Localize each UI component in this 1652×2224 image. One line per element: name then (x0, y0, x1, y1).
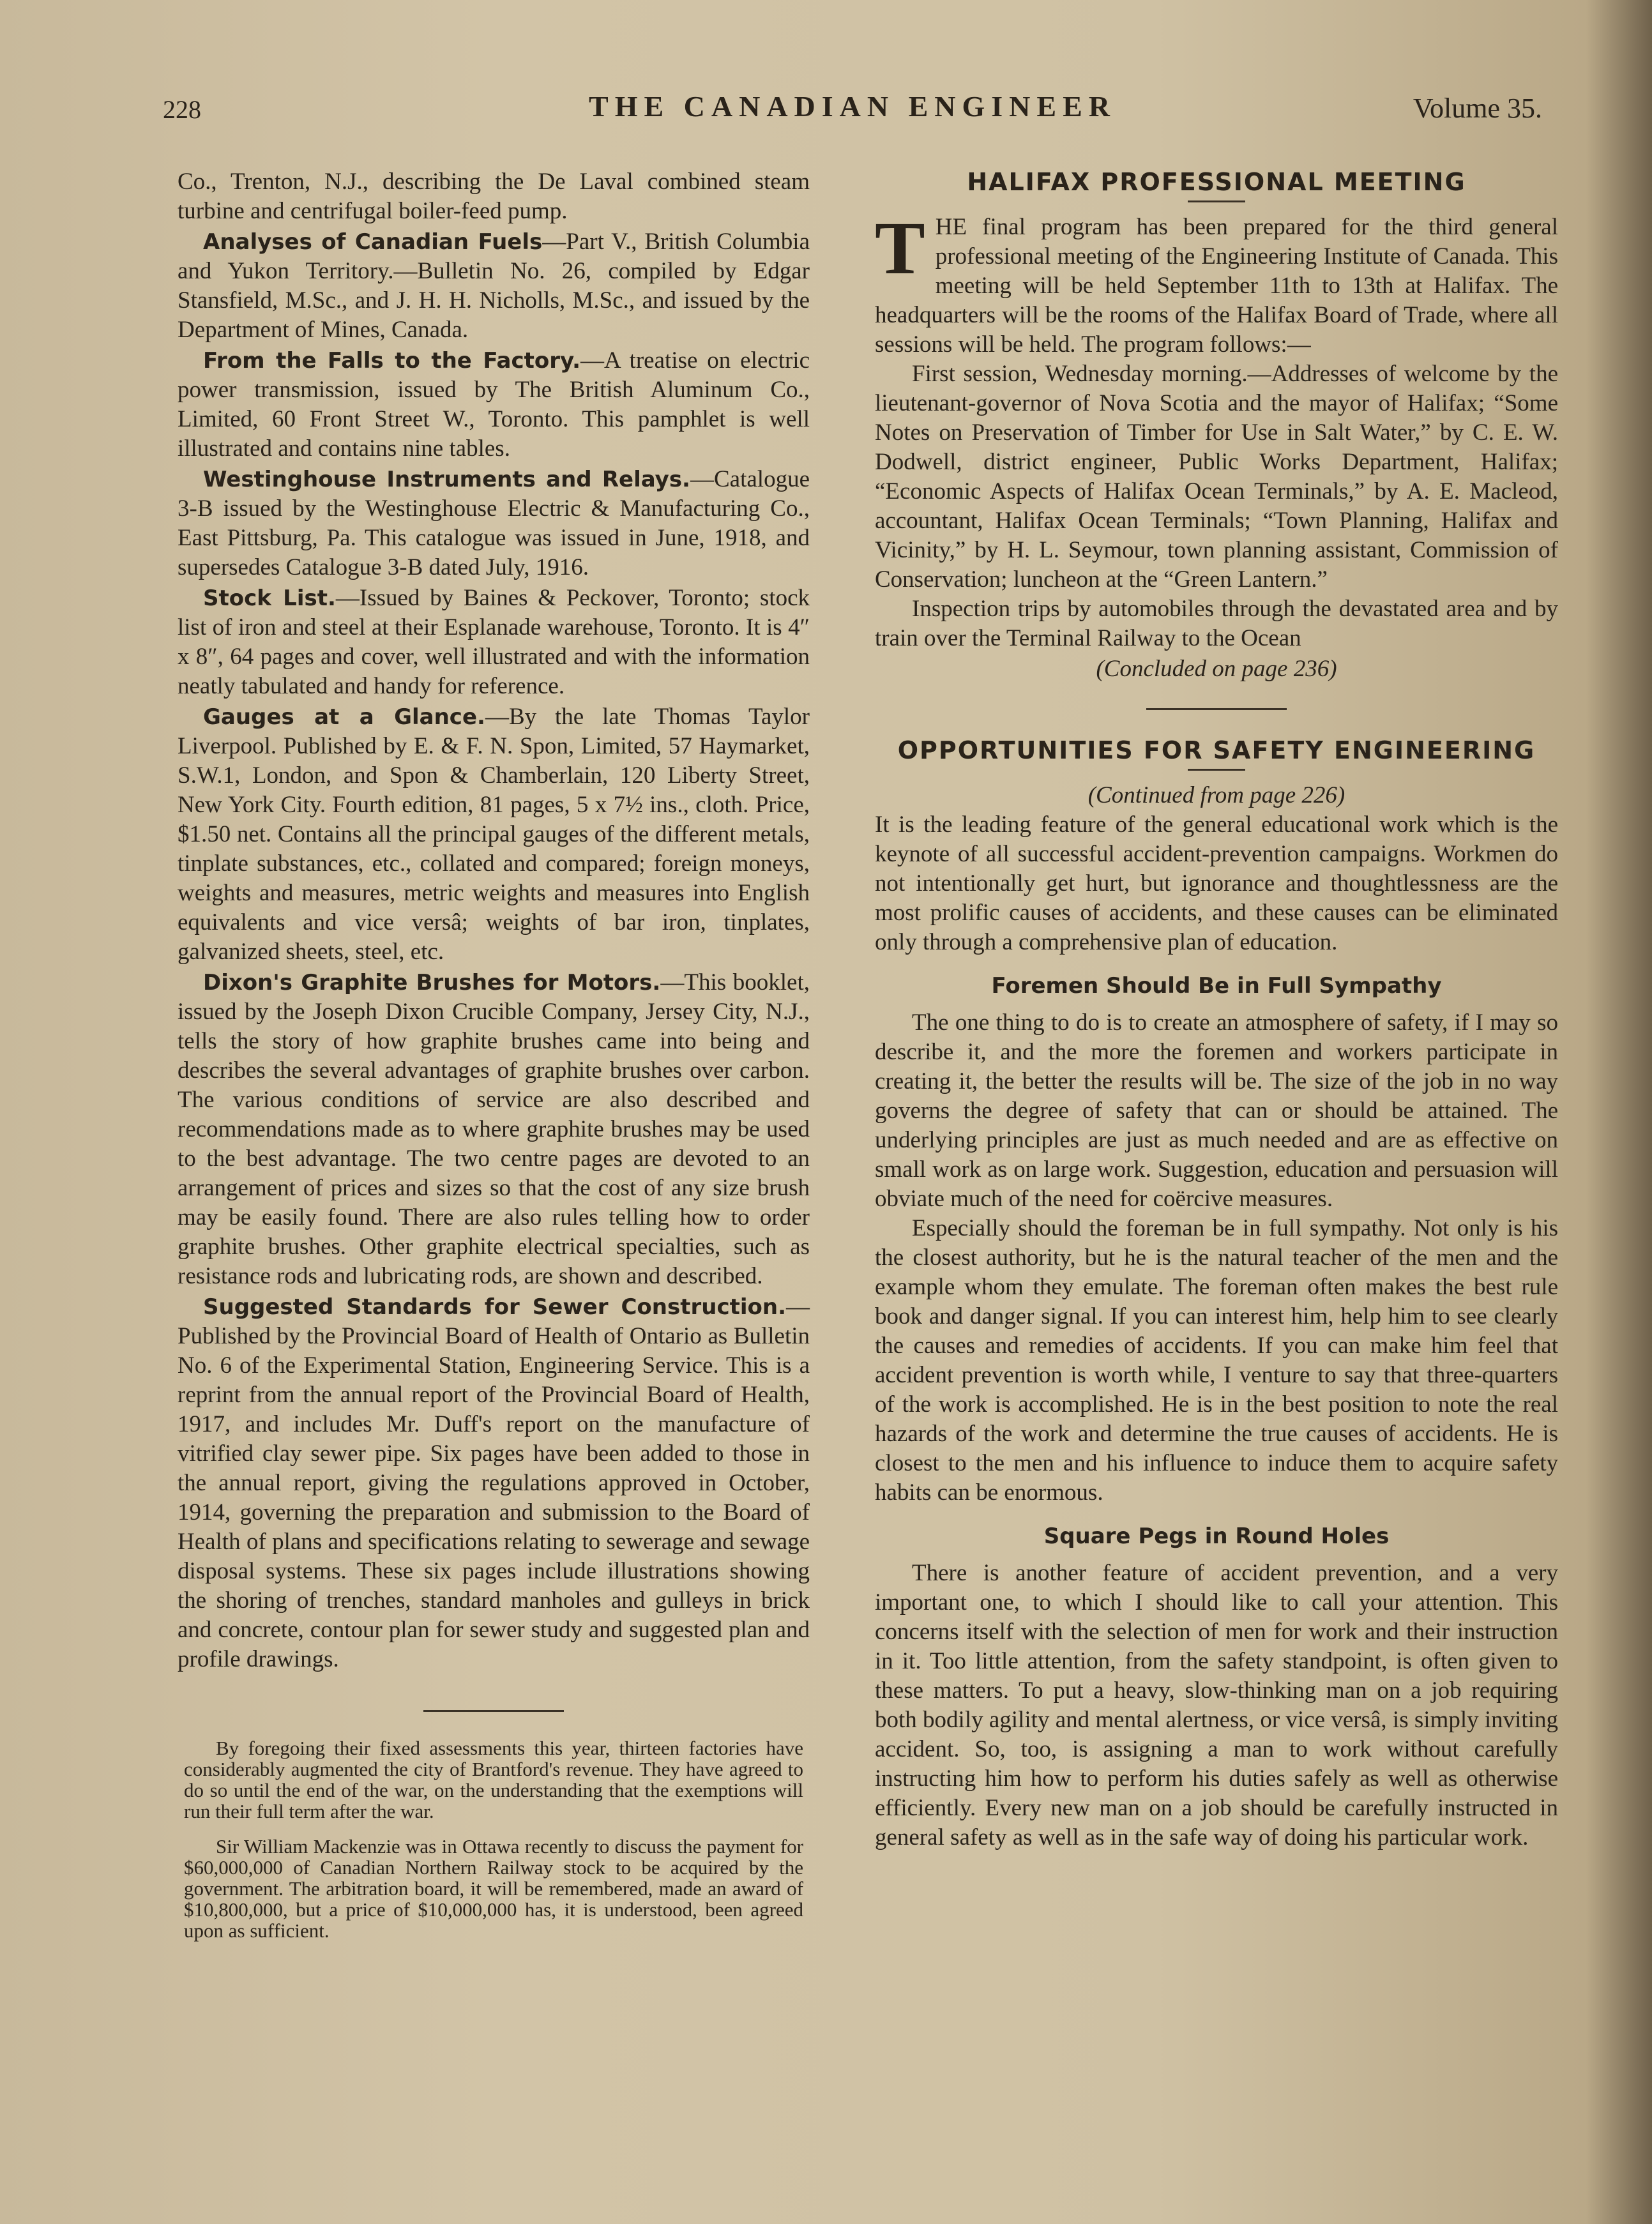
entry-title: Westinghouse Instruments and Relays. (203, 467, 690, 492)
title-underline (1188, 200, 1245, 202)
page-header (163, 89, 1542, 128)
entry-title: From the Falls to the Factory. (203, 348, 580, 374)
journal-title: THE CANADIAN ENGINEER (589, 90, 1116, 123)
publication-entry: Analyses of Canadian Fuels—Part V., British Columbia and Yukon Territory.—Bulletin No. 26, compiled by Edgar Stansfield, M.Sc., and J. H. H. Nicholls, M.Sc., and issued by the Department of Mines, Canada. (178, 229, 810, 343)
subheading-square-pegs: Square Pegs in Round Holes (1043, 1524, 1390, 1549)
news-note: Sir William Mackenzie was in Ottawa recently to discuss the payment for $60,000,000 of Canadian Northern Railway stock to be acquired by the government. The arbitration board, it will be remembered, made an award of $10,800,000, but a price of $10,000,000 has, it is understood, been agreed upon as sufficient. (184, 1835, 803, 1942)
publication-entry: From the Falls to the Factory.—A treatise on electric power transmission, issued by The British Aluminum Co., Limited, 60 Front Street W., Toronto. This pamphlet is well illustrated and contains nine tables. (178, 347, 810, 462)
entry-title: Stock List. (203, 586, 336, 611)
publication-entry: Dixon's Graphite Brushes for Motors.—This booklet, issued by the Joseph Dixon Crucible Company, Jersey City, N.J., tells the story of how graphite brushes came into being and describes the several advantages of graphite brushes over carbon. The various conditions of service are also described and recommendations made as to where graphite brushes may be used to the best advantage. The two centre pages are devoted to an arrangement of prices and sizes so that the cost of any size brush may be easily found. There are also rules telling how to order graphite brushes. Other graphite electrical specialties, such as resistance rods and lubricating rods, are shown and described. (178, 969, 810, 1289)
news-note: By foregoing their fixed assessments this year, thirteen factories have considerably augmented the city of Brantford's revenue. They have agreed to do so until the end of the war, on the understanding that the exemptions will run their full term after the war. (184, 1737, 803, 1822)
entry-title: Analyses of Canadian Fuels (203, 229, 543, 255)
page-number: 228 (163, 95, 201, 124)
publication-entry: Suggested Standards for Sewer Construction.—Published by the Provincial Board of Health of Ontario as Bulletin No. 6 of the Experimental Station, Engineering Service. This is a reprint from the annual report of the Provincial Board of Health, 1917, and includes Mr. Duff's report on the manufacture of vitrified clay sewer pipe. Six pages have been added to those in the annual report, giving the regulations approved in October, 1914, governing the preparation and submission to the Board of Health of plans and specifications relating to sewerage and sewage disposal systems. These six pages include illustrations showing the shoring of trenches, standard manholes and gulleys in brick and concrete, contour plan for sewer study and suggested plan and profile drawings. (178, 1294, 810, 1672)
entry-title: Gauges at a Glance. (203, 704, 485, 730)
halifax-intro: THE final program has been prepared for the third general professional meeting of the Engineering Institute of Canada. This meeting will be held September 11th to 13th at Halifax. The headquarters will be the rooms of the Halifax Board of Trade, where all sessions will be held. The program follows:— (875, 206, 1558, 358)
halifax-title: HALIFAX PROFESSIONAL MEETING (967, 168, 1466, 196)
section-divider (423, 1710, 564, 1712)
publication-entry: Westinghouse Instruments and Relays.—Catalogue 3-B issued by the Westinghouse Electric & Manufacturing Co., East Pittsburg, Pa. This catalogue was issued in June, 1918, and supersedes Catalogue 3-B dated July, 1916. (178, 466, 810, 580)
publication-entry: Stock List.—Issued by Baines & Peckover, Toronto; stock list of iron and steel at their Esplanade warehouse, Toronto. It is 4″ x 8″, 64 pages and cover, well illustrated and with the information neatly tabulated and handy for reference. (178, 585, 810, 699)
right-column (875, 167, 1558, 1852)
publication-entry: Co., Trenton, N.J., describing the De Laval combined steam turbine and centrifugal boiler-feed pump. (178, 169, 810, 224)
subheading-foremen: Foremen Should Be in Full Sympathy (991, 973, 1442, 999)
halifax-inspection: Inspection trips by automobiles through the devastated area and by train over the Terminal Railway to the Ocean (875, 596, 1558, 651)
entry-title: Dixon's Graphite Brushes for Motors. (203, 970, 661, 995)
entry-title: Suggested Standards for Sewer Construction. (203, 1294, 786, 1320)
square-pegs-paragraph: There is another feature of accident prevention, and a very important one, to which I should like to call your attention. This concerns itself with the selection of men for work and their instruction in it. Too little attention, from the safety standpoint, is often given to these matters. To put a heavy, slow-thinking man on a job requiring both bodily agility and mental alertness, or vice versâ, is simply inviting accident. So, too, is assigning a man to work without carefully instructing him how to perform his duties safely as well as otherwise efficiently. Every new man on a job should be carefully instructed in general safety as well as in the safe way of doing his particular work. (875, 1560, 1558, 1850)
left-column (178, 167, 810, 1955)
title-underline (1188, 769, 1245, 771)
publication-entry: Gauges at a Glance.—By the late Thomas Taylor Liverpool. Published by E. & F. N. Spon, Limited, 57 Haymarket, S.W.1, London, and Spon & Chamberlain, 120 Liberty Street, New York City. Fourth edition, 81 pages, 5 x 7½ ins., cloth. Price, $1.50 net. Contains all the principal gauges of the different metals, tinplate substances, etc., collated and compared; foreign moneys, weights and measures, metric weights and measures into English equivalents and vice versâ; weights of bar iron, tinplates, galvanized sheets, steel, etc. (178, 704, 810, 965)
foremen-paragraph: Especially should the foreman be in full sympathy. Not only is his the closest authority, but he is the natural teacher of the men and the example whom they emulate. The foreman often makes the best rule book and danger signal. If you can interest him, help him to see clearly the causes and remedies of accidents. If you can make him feel that accident prevention is worth while, I venture to say that three-quarters of the work is accomplished. He is in the best position to note the real hazards of the work and determine the true causes of accidents. He is closest to the men and his influence to induce them to acquire safety habits can be enormous. (875, 1215, 1558, 1506)
drop-cap: T (875, 206, 925, 290)
safety-title: OPPORTUNITIES FOR SAFETY ENGINEERING (897, 736, 1536, 764)
volume-label: Volume 35. (1413, 93, 1542, 124)
foremen-paragraph: The one thing to do is to create an atmosphere of safety, if I may so describe it, and the more the foremen and workers participate in creating it, the better the results will be. The size of the job in no way governs the degree of safety that can or should be attained. The underlying principles are just as much needed and are as effective on small work as on large work. Suggestion, education and persuasion will obviate much of the need for coërcive measures. (875, 1010, 1558, 1212)
news-notes (178, 1737, 810, 1941)
halifax-program: First session, Wednesday morning.—Addresses of welcome by the lieutenant-governor of Nova Scotia and the mayor of Halifax; “Some Notes on Preservation of Timber for Use in Salt Water,” by C. E. W. Dodwell, district engineer, Public Works Department, Halifax; “Economic Aspects of Halifax Ocean Terminals,” by A. E. Macleod, accountant, Halifax Ocean Terminals; “Town Planning, Halifax and Vicinity,” by H. L. Seymour, town planning assistant, Commission of Conservation; luncheon at the “Green Lantern.” (875, 361, 1558, 593)
section-divider (1146, 708, 1287, 710)
continued-note: (Continued from page 226) (1087, 782, 1345, 808)
safety-intro: It is the leading feature of the general educational work which is the keynote of all successful accident-prevention campaigns. Workmen do not intentionally get hurt, but ignorance and thoughtlessness are the most prolific causes of accidents, and these causes can be eliminated only through a comprehensive plan of education. (875, 812, 1558, 955)
continued-note: (Concluded on page 236) (1096, 656, 1337, 682)
